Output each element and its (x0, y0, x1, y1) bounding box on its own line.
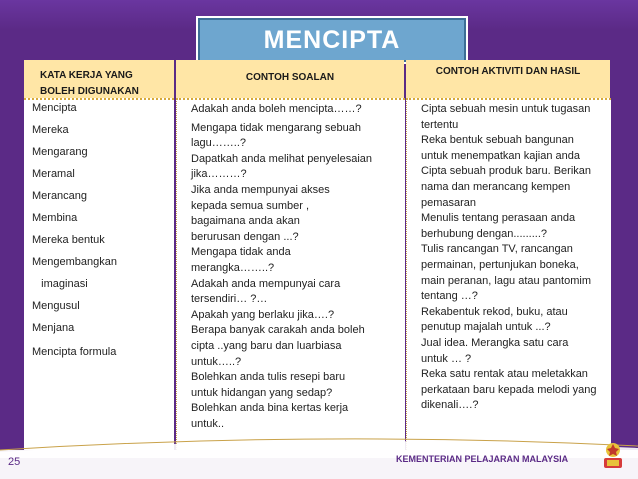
text-line: berhubung dengan.........? (421, 227, 547, 240)
header-verbs-line1: KATA KERJA YANG (40, 70, 133, 81)
header-activities (406, 60, 610, 100)
text-line: jika………? (191, 168, 247, 181)
text-line: permainan, pertunjukan boneka, (421, 258, 579, 271)
text-line: Bolehkan anda tulis resepi baru (191, 371, 346, 384)
text-line: Reka bentuk sebuah bangunan (421, 134, 574, 147)
verb-item: Mengarang (32, 146, 88, 158)
verb-item: Menjana (32, 322, 75, 334)
text-line: Reka satu rentak atau meletakkan (421, 368, 588, 381)
text-line: berurusan dengan ...? (191, 230, 299, 243)
verb-item: Mencipta (32, 102, 77, 114)
text-line: Mengapa tidak anda (191, 246, 291, 259)
text-line: cipta ..yang baru dan luarbiasa (191, 339, 342, 352)
text-line: Mengapa tidak mengarang sebuah (191, 121, 362, 134)
verb-item: imaginasi (32, 278, 88, 290)
text-line: perkataan baru kepada melodi yang (421, 383, 597, 396)
text-line: main peranan, lagu atau pantomim (421, 274, 591, 287)
verb-item: Meramal (32, 168, 75, 180)
text-line: Adakah anda mempunyai cara (191, 277, 341, 290)
text-line: Adakah anda boleh mencipta……? (191, 103, 362, 115)
text-line: Jual idea. Merangka satu cara (421, 336, 569, 349)
ministry-label: KEMENTERIAN PELAJARAN MALAYSIA (396, 454, 569, 464)
text-line: Rekabentuk rekod, buku, atau (421, 305, 568, 318)
title-box (196, 16, 468, 64)
text-line: nama dan merancang kempen (421, 180, 571, 193)
verb-item: Mencipta formula (32, 346, 117, 358)
text-line: dikenali….? (421, 399, 479, 412)
text-line: tentang …? (421, 290, 478, 303)
page-number: 25 (8, 456, 21, 468)
verb-item: Mereka (32, 124, 69, 136)
text-line: pemasaran (421, 196, 477, 209)
text-line: bagaimana anda akan (191, 215, 300, 228)
text-line: kepada semua sumber , (191, 199, 310, 212)
text-line: merangka……..? (191, 261, 275, 274)
verb-item: Mengembangkan (32, 256, 118, 268)
questions-list (191, 102, 397, 432)
text-line: Cipta sebuah mesin untuk tugasan (421, 103, 591, 115)
activities-list (421, 102, 609, 414)
text-line: Apakah yang berlaku jika….? (191, 308, 335, 321)
page-title: MENCIPTA (263, 25, 401, 54)
text-line: Dapatkah anda melihat penyelesaian (191, 152, 373, 165)
activities-column (406, 98, 611, 454)
text-line: Tulis rancangan TV, rancangan (421, 243, 573, 256)
text-line: Cipta sebuah produk baru. Berikan (421, 165, 591, 178)
header-questions (176, 60, 404, 100)
text-line: tersendiri… ?… (191, 293, 268, 306)
malaysia-crest-icon (596, 438, 630, 472)
verb-item: Mengusul (32, 300, 80, 312)
verbs-column (24, 98, 174, 454)
text-line: untuk…..? (191, 355, 242, 368)
text-line: penutup majalah untuk ...? (421, 321, 551, 334)
text-line: Bolehkan anda bina kertas kerja (191, 402, 349, 415)
questions-column (176, 98, 405, 454)
text-line: Jika anda mempunyai akses (191, 183, 330, 196)
text-line: untuk hidangan yang sedap? (191, 386, 333, 399)
header-verbs (24, 60, 174, 100)
content-table (24, 60, 610, 452)
header-activities-label: CONTOH AKTIVITI DAN HASIL (435, 66, 581, 77)
verb-item: Mereka bentuk (32, 234, 105, 246)
verb-item: Membina (32, 212, 78, 224)
verb-item: Merancang (32, 190, 88, 202)
header-verbs-line2: BOLEH DIGUNAKAN (40, 86, 139, 97)
text-line: lagu……..? (191, 137, 247, 150)
text-line: Menulis tentang perasaan anda (421, 212, 576, 225)
text-line: untuk.. (191, 417, 225, 430)
text-line: untuk … ? (421, 352, 472, 365)
text-line: tertentu (421, 118, 459, 131)
text-line: untuk menempatkan kajian anda (421, 149, 580, 162)
text-line: Berapa banyak carakah anda boleh (191, 324, 365, 337)
header-questions-label: CONTOH SOALAN (245, 72, 335, 83)
